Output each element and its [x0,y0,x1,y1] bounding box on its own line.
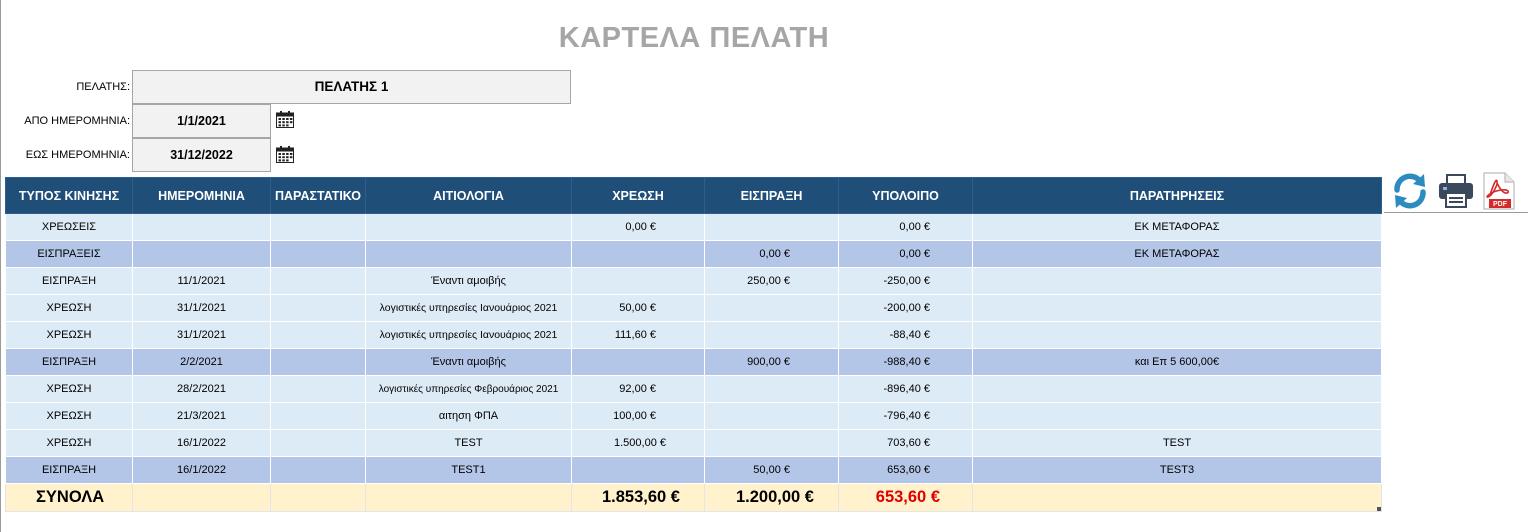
cell-document[interactable] [271,322,366,349]
table-row [6,457,1382,484]
cell-debit[interactable]: 111,60 € [572,322,705,349]
pdf-icon[interactable] [1481,172,1517,210]
cell-date[interactable]: 2/2/2021 [133,349,271,376]
pdf-icon-label: PDF [1493,201,1507,208]
customer-field[interactable]: ΠΕΛΑΤΗΣ 1 [132,70,571,104]
cell-date[interactable]: 21/3/2021 [133,403,271,430]
cell-debit[interactable]: 92,00 € [572,376,705,403]
calendar-icon[interactable] [276,146,294,163]
header-balance: ΥΠΟΛΟΙΠΟ [839,178,973,214]
cell-document[interactable] [271,241,366,268]
cell-document[interactable] [271,403,366,430]
totals-debit: 1.853,60 € [572,484,705,512]
cell-balance[interactable]: -796,40 € [839,403,973,430]
header-reason: ΑΙΤΙΟΛΟΓΙΑ [366,178,572,214]
table-resize-handle[interactable] [1377,507,1381,511]
cell-document[interactable] [271,295,366,322]
ledger-table [5,177,1382,512]
cell-debit[interactable] [572,349,705,376]
cell-debit[interactable] [572,241,705,268]
cell-notes[interactable] [973,322,1382,349]
from-date-field[interactable]: 1/1/2021 [132,104,271,138]
table-row [6,430,1382,457]
customer-label: ΠΕΛΑΤΗΣ: [76,81,130,93]
totals-empty [973,484,1382,512]
cell-credit[interactable]: 250,00 € [705,268,839,295]
cell-debit[interactable]: 50,00 € [572,295,705,322]
cell-reason[interactable] [366,241,572,268]
cell-debit[interactable] [572,268,705,295]
cell-balance[interactable]: 653,60 € [839,457,973,484]
cell-balance[interactable]: -88,40 € [839,322,973,349]
cell-notes[interactable] [973,376,1382,403]
cell-type[interactable]: ΧΡΕΩΣΗ [6,403,133,430]
cell-credit[interactable]: 50,00 € [705,457,839,484]
table-row [6,295,1382,322]
cell-type[interactable]: ΕΙΣΠΡΑΞΗ [6,349,133,376]
cell-reason[interactable]: Έναντι αμοιβής [366,268,572,295]
cell-reason[interactable]: λογιστικές υπηρεσίες Ιανουάριος 2021 [366,322,572,349]
cell-reason[interactable]: λογιστικές υπηρεσίες Ιανουάριος 2021 [366,295,572,322]
cell-notes[interactable]: ΕΚ ΜΕΤΑΦΟΡΑΣ [973,214,1382,241]
cell-balance[interactable]: -896,40 € [839,376,973,403]
table-row [6,376,1382,403]
totals-empty [366,484,572,512]
header-date: ΗΜΕΡΟΜΗΝΙΑ [133,178,271,214]
cell-type[interactable]: ΕΙΣΠΡΑΞΗ [6,457,133,484]
header-type: ΤΥΠΟΣ ΚΙΝΗΣΗΣ [6,178,133,214]
cell-balance[interactable]: -250,00 € [839,268,973,295]
cell-date[interactable]: 16/1/2022 [133,457,271,484]
cell-balance[interactable]: 0,00 € [839,214,973,241]
cell-notes[interactable] [973,268,1382,295]
cell-balance[interactable]: 0,00 € [839,241,973,268]
cell-date[interactable]: 31/1/2021 [133,322,271,349]
cell-document[interactable] [271,268,366,295]
cell-notes[interactable] [973,403,1382,430]
cell-document[interactable] [271,430,366,457]
cell-date[interactable]: 28/2/2021 [133,376,271,403]
cell-notes[interactable]: TEST3 [973,457,1382,484]
cell-reason[interactable]: TEST1 [366,457,572,484]
cell-balance[interactable]: -200,00 € [839,295,973,322]
cell-notes[interactable] [973,295,1382,322]
cell-date[interactable] [133,214,271,241]
cell-document[interactable] [271,376,366,403]
cell-balance[interactable]: -988,40 € [839,349,973,376]
totals-row [6,484,1382,512]
cell-balance[interactable]: 703,60 € [839,430,973,457]
cell-debit[interactable]: 0,00 € [572,214,705,241]
header-document: ΠΑΡΑΣΤΑΤΙΚΟ [271,178,366,214]
to-date-label: ΕΩΣ ΗΜΕΡΟΜΗΝΙΑ: [25,149,130,161]
cell-credit[interactable] [705,403,839,430]
cell-type[interactable]: ΧΡΕΩΣΗ [6,430,133,457]
calendar-icon[interactable] [276,111,294,128]
header-debit: ΧΡΕΩΣΗ [572,178,705,214]
cell-date[interactable]: 11/1/2021 [133,268,271,295]
cell-document[interactable] [271,457,366,484]
totals-empty [271,484,366,512]
cell-credit[interactable] [705,430,839,457]
page-title: ΚΑΡΤΕΛΑ ΠΕΛΑΤΗ [558,22,830,54]
totals-balance: 653,60 € [839,484,973,512]
refresh-icon[interactable] [1390,171,1430,211]
cell-notes[interactable]: και Επ 5 600,00€ [973,349,1382,376]
cell-debit[interactable]: 1.500,00 € [572,430,705,457]
header-credit: ΕΙΣΠΡΑΞΗ [705,178,839,214]
cell-credit[interactable] [705,376,839,403]
table-row [6,214,1382,241]
table-row [6,403,1382,430]
header-notes: ΠΑΡΑΤΗΡΗΣΕΙΣ [973,178,1382,214]
cell-credit[interactable]: 0,00 € [705,241,839,268]
table-row [6,349,1382,376]
cell-reason[interactable]: Έναντι αμοιβής [366,349,572,376]
cell-document[interactable] [271,214,366,241]
to-date-field[interactable]: 31/12/2022 [132,138,271,172]
cell-type[interactable]: ΧΡΕΩΣΗ [6,295,133,322]
cell-document[interactable] [271,349,366,376]
cell-date[interactable] [133,241,271,268]
printer-icon[interactable] [1437,173,1475,209]
cell-type[interactable]: ΧΡΕΩΣΗ [6,376,133,403]
cell-credit[interactable]: 900,00 € [705,349,839,376]
cell-debit[interactable]: 100,00 € [572,403,705,430]
from-date-label: ΑΠΟ ΗΜΕΡΟΜΗΝΙΑ: [24,115,130,127]
totals-label: ΣΥΝΟΛΑ [6,484,133,512]
cell-reason[interactable]: λογιστικές υπηρεσίες Φεβρουάριος 2021 [366,376,572,403]
cell-type[interactable]: ΧΡΕΩΣΕΙΣ [6,214,133,241]
divider [1384,212,1528,213]
cell-reason[interactable]: αιτηση ΦΠΑ [366,403,572,430]
table-row [6,268,1382,295]
sheet-left-border [0,0,1,532]
table-row [6,322,1382,349]
cell-debit[interactable] [572,457,705,484]
cell-notes[interactable]: ΕΚ ΜΕΤΑΦΟΡΑΣ [973,241,1382,268]
totals-empty [133,484,271,512]
cell-credit[interactable] [705,295,839,322]
cell-type[interactable]: ΕΙΣΠΡΑΞΗ [6,268,133,295]
totals-credit: 1.200,00 € [705,484,839,512]
cell-reason[interactable]: TEST [366,430,572,457]
cell-credit[interactable] [705,322,839,349]
cell-date[interactable]: 31/1/2021 [133,295,271,322]
table-row [6,241,1382,268]
cell-credit[interactable] [705,214,839,241]
cell-reason[interactable] [366,214,572,241]
cell-date[interactable]: 16/1/2022 [133,430,271,457]
table-header-row [6,178,1382,214]
cell-notes[interactable]: TEST [973,430,1382,457]
cell-type[interactable]: ΕΙΣΠΡΑΞΕΙΣ [6,241,133,268]
cell-type[interactable]: ΧΡΕΩΣΗ [6,322,133,349]
